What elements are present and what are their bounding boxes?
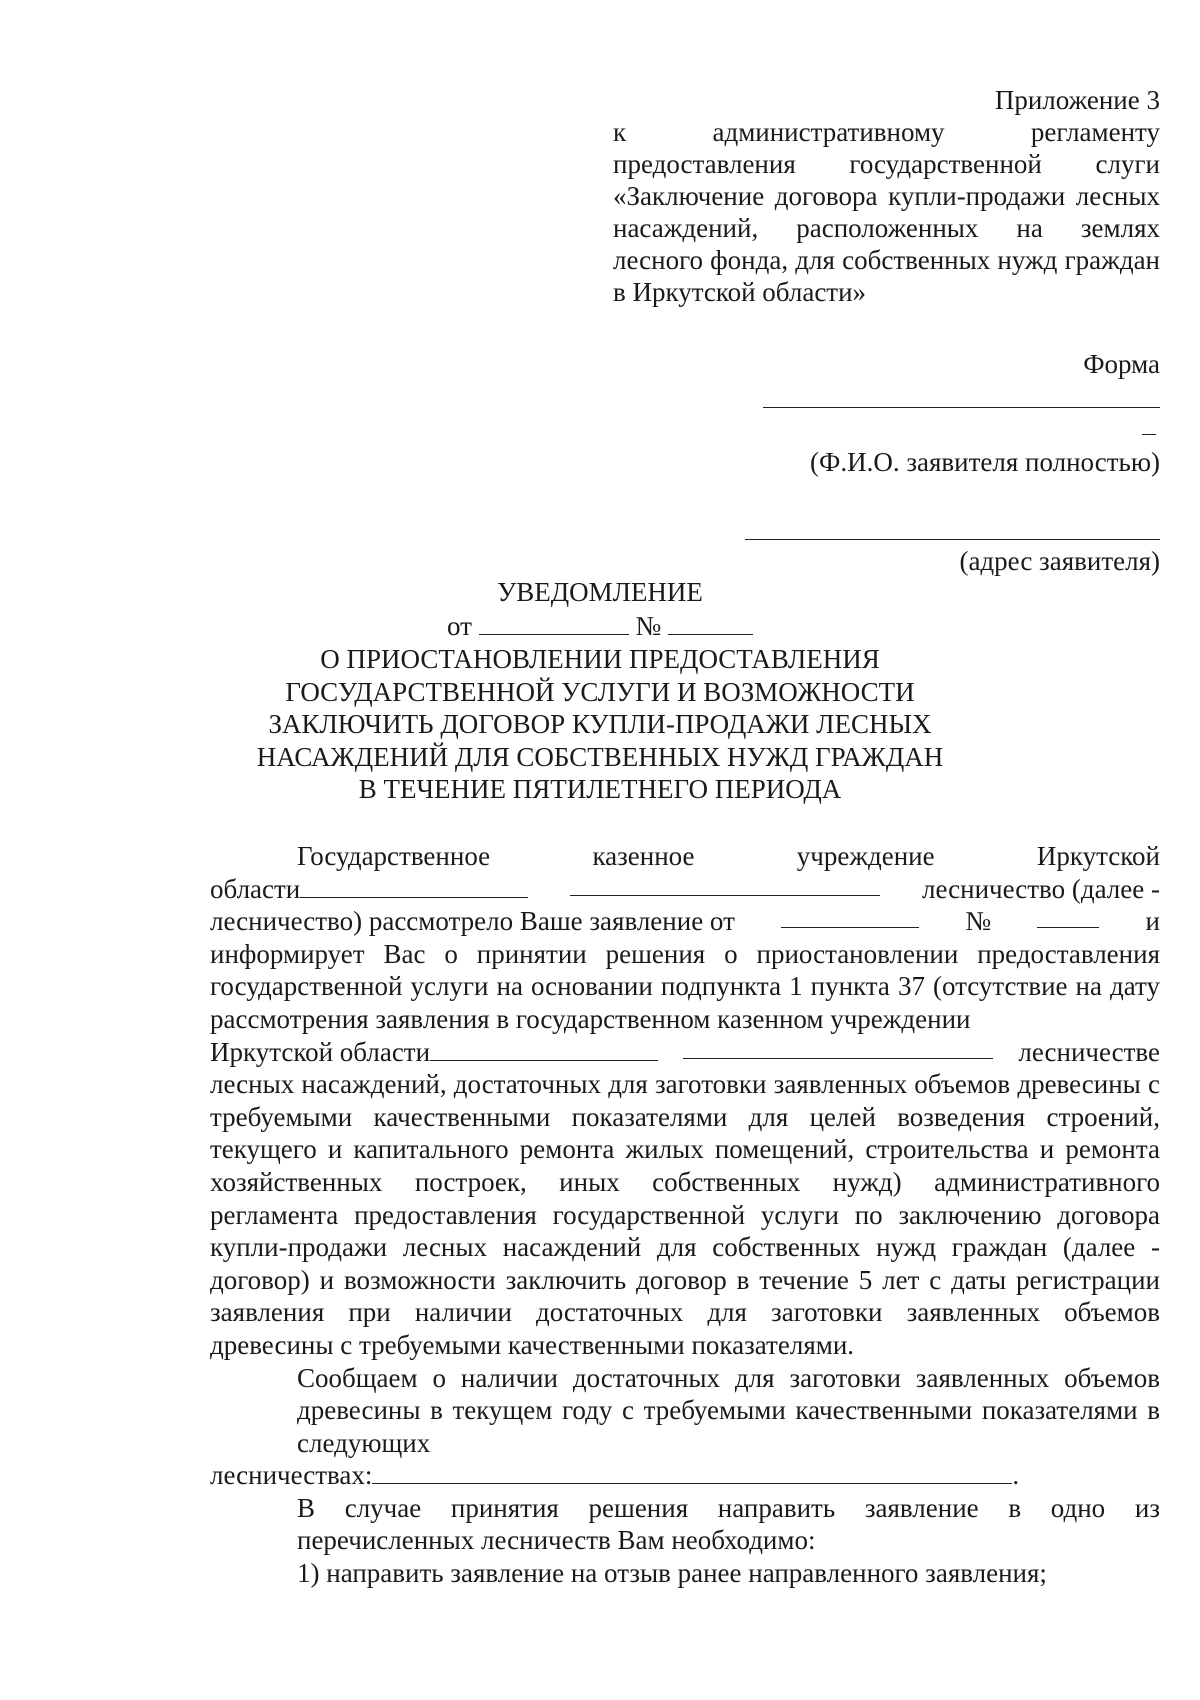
from-label: от	[447, 611, 472, 641]
applicant-name-line	[763, 407, 1160, 408]
body-paragraph-2: Сообщаем о наличии достаточных для заготовки заявленных объемов древесины в текущем году с требуемыми качественными показателями в следующих	[297, 1362, 1160, 1458]
notice-date-number	[0, 610, 1200, 642]
body-paragraph-1: информирует Вас о принятии решения о приостановлении предоставления государственной услуги на основании подпункта 1 пункта 37 (отсутствие на дату рассмотрения заявления в государственном казенном учреждении	[210, 938, 1160, 1034]
list-item-1: 1) направить заявление на отзыв ранее направленного заявления;	[297, 1558, 1047, 1589]
applicant-name-caption: (Ф.И.О. заявителя полностью)	[810, 447, 1160, 477]
body-paragraph-1-end: лесных насаждений, достаточных для заготовки заявленных объемов древесины с требуемыми качественными показателями для целей возведения строений, текущего и капитального ремонта жилых помещений, строительства и ремонта хозяйственных построек, иных собственных нужд) административного регламента предоставления государственной услуги по заключению договора купли-продажи лесных насаждений для собственных нужд граждан (далее - договор) и возможности заключить договор в течение 5 лет с даты регистрации заявления при наличии достаточных для заготовки заявленных объемов древесины с требуемыми качественными показателями.	[210, 1069, 1160, 1360]
region-blank-2	[430, 1038, 658, 1061]
application-date-blank	[781, 905, 919, 928]
dash-mark	[1142, 434, 1156, 435]
forestries-line: лесничествах: .	[210, 1460, 1020, 1491]
notice-body	[210, 840, 1160, 1590]
applicant-address-caption: (адрес заявителя)	[959, 546, 1160, 576]
forestries-blank	[372, 1461, 1012, 1484]
number-label: №	[635, 611, 662, 641]
body-line-1: Государственное казенное учреждение Иркутской	[297, 841, 1160, 871]
forestry-blank-2	[683, 1036, 993, 1059]
body-line-2: области лесничество (далее -	[210, 873, 1160, 904]
application-number-blank	[1037, 905, 1099, 928]
forestry-blank	[570, 873, 880, 896]
body-line-3: лесничество) рассмотрело Ваше заявление от № и	[210, 906, 1160, 937]
number-blank	[668, 610, 753, 635]
date-blank	[479, 610, 629, 635]
form-label: Форма	[1083, 349, 1160, 379]
body-line-irkutsk: Иркутской области лесничестве	[210, 1036, 1160, 1067]
appendix-title: Приложение 3	[994, 85, 1160, 115]
notice-title: УВЕДОМЛЕНИЕ	[497, 577, 703, 607]
appendix-header	[613, 84, 1160, 308]
notice-subject: О ПРИОСТАНОВЛЕНИИ ПРЕДОСТАВЛЕНИЯ ГОСУДАРСТВЕННОЙ УСЛУГИ И ВОЗМОЖНОСТИ ЗАКЛЮЧИТЬ ДОГОВОР КУПЛИ-ПРОДАЖИ ЛЕСНЫХ НАСАЖДЕНИЙ ДЛЯ СОБСТВЕННЫХ НУЖД ГРАЖДАН В ТЕЧЕНИЕ ПЯТИЛЕТНЕГО ПЕРИОДА	[256, 644, 944, 804]
appendix-text: к административному регламенту предоставления государственной слуги «Заключение договора купли-продажи лесных насаждений, расположенных на землях лесного фонда, для собственных нужд граждан в Иркутской области»	[613, 117, 1160, 307]
body-paragraph-3: В случае принятия решения направить заявление в одно из перечисленных лесничеств Вам необходимо:	[297, 1492, 1160, 1556]
region-blank	[300, 875, 528, 898]
applicant-address-line	[745, 539, 1160, 540]
